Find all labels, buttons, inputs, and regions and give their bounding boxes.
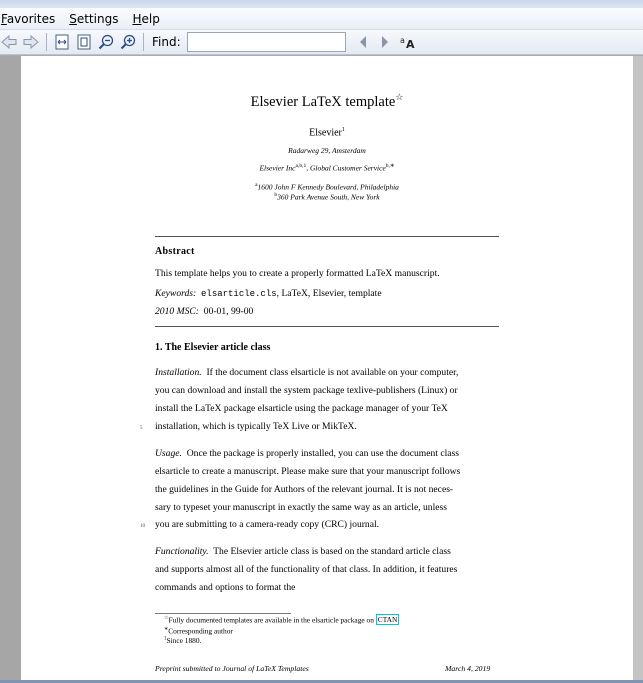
fit-width-icon[interactable]	[53, 33, 71, 51]
doc-title: Elsevier LaTeX template☆	[250, 92, 404, 110]
viewer-left-margin	[0, 56, 21, 683]
line-number: 10	[140, 524, 145, 529]
toolbar	[0, 30, 643, 55]
abstract-heading: Abstract	[155, 246, 195, 257]
abstract-rule-top	[155, 236, 499, 237]
fit-page-icon[interactable]	[75, 33, 93, 51]
page-footer-left: Preprint submitted to Journal of LaTeX Templates	[155, 664, 309, 673]
menu-settings[interactable]: Settings	[69, 11, 119, 26]
affiliation-a: $^a$1600 John F Kennedy Boulevard, Philadelphia	[255, 182, 399, 192]
svg-text:a: a	[399, 36, 405, 45]
line-number: 5	[140, 426, 143, 431]
pdf-page	[21, 56, 633, 680]
address-line-2: Elsevier Inc$^{a,b,1}$, Global Customer Service$^{b,∗}$	[259, 163, 395, 173]
find-input[interactable]	[187, 32, 346, 52]
menu-help[interactable]: Help	[132, 11, 160, 26]
paragraph-line: you are submitting to a camera-ready copy (CRC) journal.	[155, 519, 380, 530]
match-case-icon[interactable]	[398, 33, 420, 51]
msc-line: 2010 MSC: 00-01, 99-00	[155, 306, 254, 317]
ctan-link[interactable]: CTAN	[377, 615, 398, 625]
window-title-strip	[0, 0, 643, 8]
paragraph-line: you can download and install the system package texlive-publishers (Linux) or	[155, 385, 458, 396]
viewer-scrollbar[interactable]	[633, 56, 643, 683]
toolbar-separator	[143, 33, 144, 51]
find-label: Find:	[152, 35, 181, 49]
zoom-out-icon[interactable]	[97, 33, 115, 51]
keywords-line: Keywords: elsarticle.cls, LaTeX, Elsevier, template	[155, 288, 382, 299]
footnote-rule	[155, 613, 291, 614]
paragraph-line: sary to typeset your manuscript in exactly the same way as an article, unless	[155, 502, 447, 513]
affiliation-b: $^b$360 Park Avenue South, New York	[274, 192, 380, 202]
paragraph-line: Installation. If the document class elsarticle is not available on your computer,	[155, 367, 459, 378]
doc-author: Elsevier$^1$	[309, 127, 345, 139]
find-next-icon[interactable]	[376, 33, 394, 51]
footnote-2: ∗Corresponding author	[164, 626, 233, 636]
address-line-1: Radarweg 29, Amsterdam	[288, 146, 366, 155]
zoom-in-icon[interactable]	[119, 33, 137, 51]
paragraph-line: install the LaTeX package elsarticle using the package manager of your TeX	[155, 403, 448, 414]
paragraph-line: Functionality. The Elsevier article class is based on the standard article class	[155, 546, 451, 557]
paragraph-line: the guidelines in the Guide for Authors of the relevant journal. It is not neces-	[155, 484, 454, 495]
abstract-text: This template helps you to create a properly formatted LaTeX manuscript.	[155, 268, 440, 279]
paragraph-line: commands and options to format the	[155, 582, 296, 593]
menu-favorites[interactable]: Favorites	[1, 11, 56, 26]
document-viewer[interactable]	[0, 56, 643, 683]
back-arrow-icon[interactable]	[0, 33, 18, 51]
page-footer-date: March 4, 2019	[445, 664, 491, 673]
toolbar-separator	[46, 33, 47, 51]
footnote-1: ☆Fully documented templates are available in the elsarticle package on CTAN	[164, 615, 398, 625]
footnote-3: $^1$Since 1880.	[164, 636, 202, 645]
paragraph-line: and supports almost all of the functionality of that class. In addition, it features	[155, 564, 458, 575]
forward-arrow-icon[interactable]	[22, 33, 40, 51]
find-previous-icon[interactable]	[354, 33, 372, 51]
svg-text:A: A	[405, 38, 415, 49]
menu-bar	[0, 8, 643, 30]
paragraph-line: Usage. Once the package is properly installed, you can use the document class	[155, 448, 459, 459]
section-heading: 1. The Elsevier article class	[155, 342, 271, 353]
abstract-rule-bottom	[155, 326, 499, 327]
paragraph-line: installation, which is typically TeX Live or MikTeX.	[155, 421, 357, 432]
paragraph-line: elsarticle to create a manuscript. Please make sure that your manuscript follows	[155, 466, 461, 477]
